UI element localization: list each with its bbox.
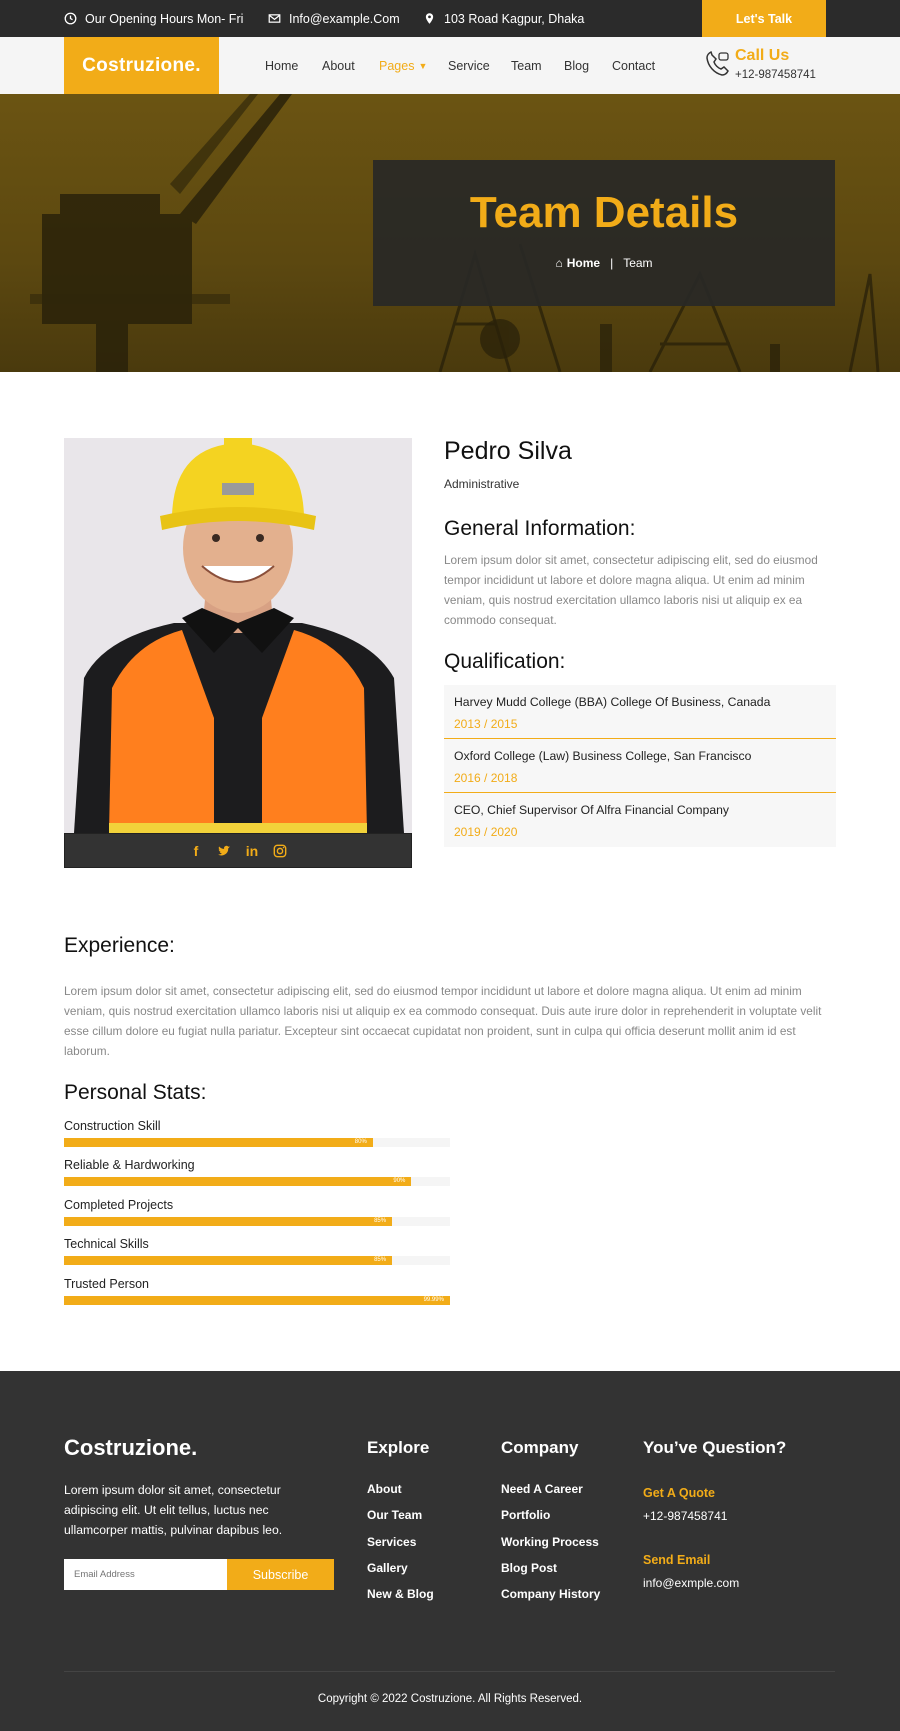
qualification-years: 2013 / 2015 [454,717,518,731]
linkedin-icon[interactable]: in [245,842,259,859]
footer-link-about[interactable]: About [367,1482,402,1496]
stat-bar [64,1177,450,1186]
banner-title-box [373,160,835,306]
nav-about[interactable]: About [322,58,355,73]
quote-phone[interactable]: +12-987458741 [643,1509,728,1523]
nav-blog[interactable]: Blog [564,58,590,73]
lets-talk-button[interactable]: Let's Talk [702,0,826,37]
stat-bar-fill [64,1217,392,1226]
qualification-title: Harvey Mudd College (BBA) College Of Business, Canada [454,695,771,709]
call-us[interactable] [704,47,834,87]
breadcrumb [373,256,835,270]
stat-bar-fill [64,1138,373,1147]
footer-about-text: Lorem ipsum dolor sit amet, consectetur adipiscing elit. Ut elit tellus, luctus nec ullamcorper mattis, pulvinar dapibus leo. [64,1483,283,1537]
opening-hours-text: Our Opening Hours Mon- Fri [85,11,244,26]
stat-bar [64,1296,450,1305]
qualification-item [444,685,836,739]
experience-text: Lorem ipsum dolor sit amet, consectetur adipiscing elit, sed do eiusmod tempor incididunt ut labore et dolore magna aliqua. Ut enim ad minim veniam, quis nostrud exercitation ullamco laboris nisi ut aliquip ex ea commodo consequat. Duis aute irure dolor in reprehenderit in voluptate velit esse cillum dolore eu fugiat nulla pariatur. Excepteur sint occaecat cupidatat non proident, sunt in culpa qui officia deserunt mollit anim id est laborum. [64,984,822,1058]
stat-percent: 80% [354,1139,367,1145]
stat-percent: 85% [374,1218,387,1224]
member-name: Pedro Silva [444,437,572,465]
call-us-number: +12-987458741 [735,69,816,81]
nav-pages[interactable] [379,37,427,94]
topbar-address-text: 103 Road Kagpur, Dhaka [444,11,585,26]
footer-logo[interactable]: Costruzione. [64,1435,198,1460]
company-heading: Company [501,1438,579,1457]
stat-label: Trusted Person [64,1277,149,1291]
send-email-link[interactable]: Send Email [643,1553,711,1567]
main-nav [0,37,900,94]
member-role: Administrative [444,477,520,491]
newsletter-email-input[interactable] [64,1559,227,1590]
qualification-years: 2019 / 2020 [454,825,518,839]
explore-heading: Explore [367,1438,430,1457]
nav-service[interactable]: Service [448,58,490,73]
stat-bar [64,1138,450,1147]
footer-link-services[interactable]: Services [367,1535,417,1549]
nav-team[interactable]: Team [511,58,542,73]
instagram-icon[interactable] [273,844,287,858]
subscribe-button[interactable]: Subscribe [227,1559,334,1590]
stat-label: Reliable & Hardworking [64,1158,195,1172]
qualification-title: Oxford College (Law) Business College, San Francisco [454,749,752,763]
envelope-icon [268,12,281,25]
stat-bar [64,1217,450,1226]
logo-text: Costruzione. [82,54,201,76]
footer-link-portfolio[interactable]: Portfolio [501,1508,551,1522]
breadcrumb-home[interactable] [555,256,600,270]
experience-heading: Experience: [64,934,175,957]
breadcrumb-separator: | [610,256,614,270]
map-pin-icon [423,12,436,25]
qualification-item [444,793,836,847]
breadcrumb-home-label: Home [566,256,601,270]
nav-home[interactable]: Home [265,58,299,73]
personal-stats-heading: Personal Stats: [64,1081,207,1104]
stat-percent: 85% [374,1257,387,1263]
footer-link-working-process[interactable]: Working Process [501,1535,599,1549]
qualification-item [444,739,836,793]
nav-pages-label: Pages [379,58,415,73]
footer-email[interactable]: info@exmple.com [643,1576,740,1590]
phone-icon [704,49,732,79]
nav-contact[interactable]: Contact [612,58,656,73]
qualification-years: 2016 / 2018 [454,771,518,785]
opening-hours [64,0,243,37]
top-bar [0,0,900,37]
qualification-heading: Qualification: [444,650,566,673]
stat-label: Technical Skills [64,1237,149,1251]
footer-link-blog-post[interactable]: Blog Post [501,1561,557,1575]
footer-link-new-blog[interactable]: New & Blog [367,1587,434,1601]
stat-label: Completed Projects [64,1198,174,1212]
twitter-icon[interactable] [217,844,231,858]
page-title: Team Details [469,188,739,237]
stat-label: Construction Skill [64,1119,161,1133]
call-us-label: Call Us [735,47,790,64]
chevron-down-icon: ▼ [418,60,428,71]
qualification-title: CEO, Chief Supervisor Of Alfra Financial Company [454,803,730,817]
clock-icon [64,12,77,25]
facebook-icon[interactable]: f [193,842,199,859]
breadcrumb-current: Team [623,256,653,270]
general-info-text: Lorem ipsum dolor sit amet, consectetur adipiscing elit, sed do eiusmod tempor incididunt ut labore et dolore magna aliqua. Ut enim ad minim veniam, quis nostrud exercitation ullamco laboris nisi ut aliquip ex ea commodo consequat. [444,553,818,627]
social-links [64,833,412,868]
worker-photo-image [64,438,412,833]
profile-photo [64,438,412,833]
footer-link-our-team[interactable]: Our Team [367,1508,423,1522]
stat-percent: 99.99% [423,1297,444,1303]
topbar-email-text: Info@example.Com [289,11,400,26]
footer-divider [64,1671,835,1672]
footer [0,1371,900,1731]
topbar-email[interactable] [268,0,400,37]
get-quote-link[interactable]: Get A Quote [643,1486,715,1500]
footer-link-gallery[interactable]: Gallery [367,1561,408,1575]
copyright: Copyright © 2022 Costruzione. All Rights Reserved. [317,1693,583,1705]
stat-bar [64,1256,450,1265]
stat-bar-fill [64,1177,411,1186]
stat-percent: 90% [393,1178,406,1184]
general-info-heading: General Information: [444,517,636,540]
question-heading: You’ve Question? [643,1438,787,1457]
logo[interactable] [64,37,219,94]
topbar-address [423,0,584,37]
footer-link-company-history[interactable]: Company History [501,1587,601,1601]
stat-bar-fill [64,1256,392,1265]
home-icon: ⌂ [555,256,563,270]
stat-bar-fill [64,1296,450,1305]
footer-link-career[interactable]: Need A Career [501,1482,583,1496]
page-banner [0,94,900,372]
